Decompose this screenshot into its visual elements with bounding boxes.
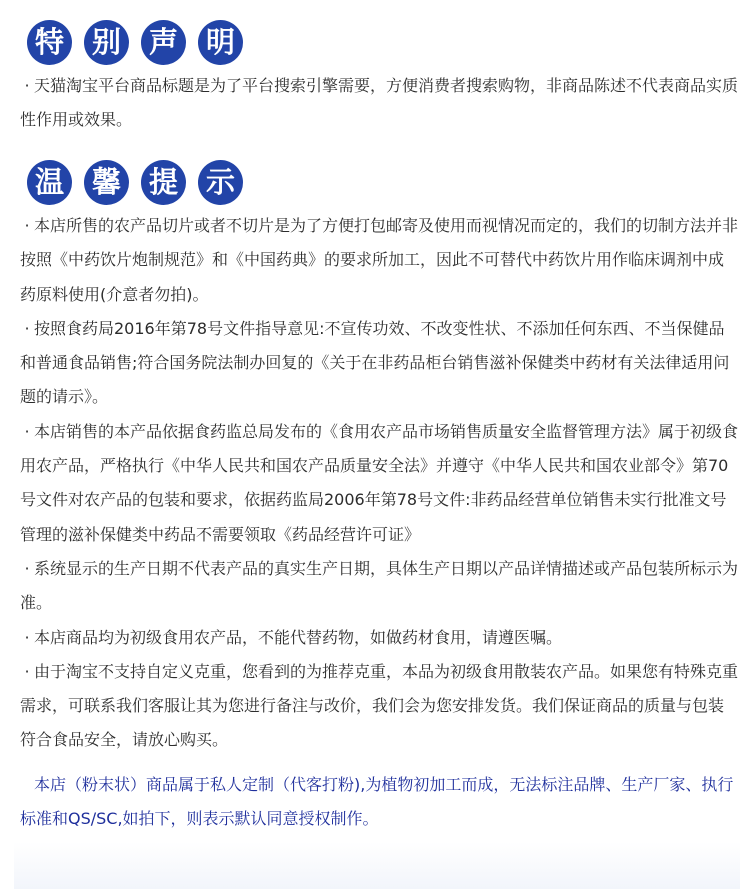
title-badge: 别 <box>84 20 129 65</box>
notice-item <box>20 69 738 138</box>
bullet-dot: · <box>24 421 30 441</box>
bullet-dot: · <box>24 627 30 647</box>
bullet-dot: · <box>24 558 30 578</box>
title-badge: 特 <box>27 20 72 65</box>
tip-item-text: 本店商品均为初级食用农产品，不能代替药物，如做药材食用，请遵医嘱。 <box>34 627 563 647</box>
title-badge: 温 <box>27 160 72 205</box>
bottom-shade <box>14 842 740 889</box>
tip-item-text: 按照食药局2016年第78号文件指导意见:不宣传功效、不改变性状、不添加任何东西、不当保健品和普通食品销售;符合国务院法制办回复的《关于在非药品柜台销售滋补保健类中药材有关法律适用问题的请示》。 <box>20 318 730 407</box>
title-badge: 声 <box>141 20 186 65</box>
tip-item-text: 本店所售的农产品切片或者不切片是为了方便打包邮寄及使用而视情况而定的，我们的切制方法并非按照《中药饮片炮制规范》和《中国药典》的要求所加工，因此不可替代中药饮片用作临床调剂中成药原料使用(介意者勿拍)。 <box>20 216 739 304</box>
title-badge: 明 <box>198 20 243 65</box>
bullet-dot: · <box>24 76 30 95</box>
tip-item <box>20 415 738 552</box>
title-badge: 馨 <box>84 160 129 205</box>
tip-item-text: 本店销售的本产品依据食药监总局发布的《食用农产品市场销售质量安全监督管理方法》属于初级食用农产品，严格执行《中华人民共和国农产品质量安全法》并遵守《中华人民共和国农业部令》第70号文件对农产品的包装和要求，依据药监局2006年第78号文件:非药品经营单位销售未实行批准文号管理的滋补保健类中药品不需要领取《药品经营许可证》 <box>20 421 739 544</box>
bullet-dot: · <box>24 216 30 235</box>
custom-powder-note <box>20 768 738 837</box>
tip-item <box>20 552 738 621</box>
special-notice-body <box>20 69 738 138</box>
special-notice-title <box>27 20 243 65</box>
warm-tips-body <box>20 209 738 758</box>
tip-item-text: 系统显示的生产日期不代表产品的真实生产日期，具体生产日期以产品详情描述或产品包装所标示为准。 <box>20 558 739 613</box>
custom-note-text: 本店（粉末状）商品属于私人定制（代客打粉),为植物初加工而成，无法标注品牌、生产厂家、执行标准和QS/SC,如拍下，则表示默认同意授权制作。 <box>20 775 734 829</box>
warm-tips-title <box>27 160 243 205</box>
tip-item <box>20 209 738 312</box>
bullet-dot: · <box>24 318 30 338</box>
tip-item-text: 由于淘宝不支持自定义克重，您看到的为推荐克重，本品为初级食用散装农产品。如果您有特殊克重需求，可联系我们客服让其为您进行备注与改价，我们会为您安排发货。我们保证商品的质量与包装符合食品安全，请放心购买。 <box>20 661 739 750</box>
title-badge: 示 <box>198 160 243 205</box>
notice-item-text: 天猫淘宝平台商品标题是为了平台搜索引擎需要，方便消费者搜索购物，非商品陈述不代表商品实质性作用或效果。 <box>20 76 739 130</box>
tip-item <box>20 312 738 415</box>
tip-item <box>20 655 738 758</box>
title-badge: 提 <box>141 160 186 205</box>
tip-item <box>20 621 738 655</box>
bullet-dot: · <box>24 661 30 681</box>
